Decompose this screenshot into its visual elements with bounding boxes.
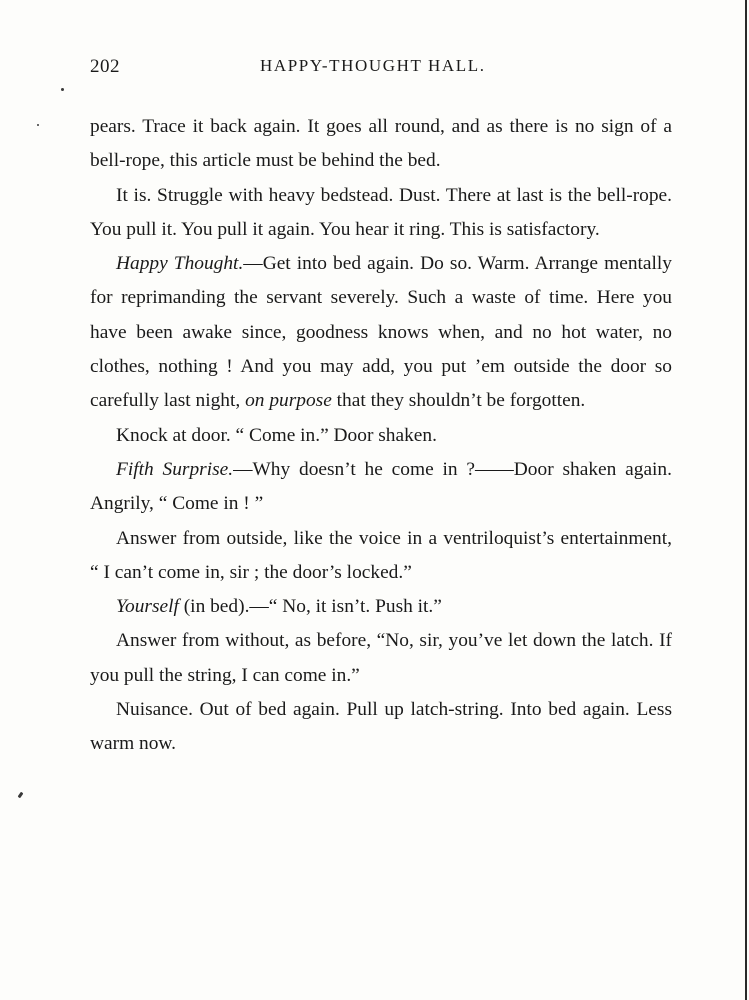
text-segment: Answer from outside, like the voice in a ventriloquist’s entertainment, “ I can’t come in, sir ; the door’s locked.” bbox=[90, 527, 672, 583]
text-segment: (in bed).—“ No, it isn’t. Push it.” bbox=[178, 596, 442, 618]
scan-speck bbox=[18, 792, 24, 799]
page-edge bbox=[745, 0, 747, 1000]
italic-text-segment: Yourself bbox=[116, 596, 179, 618]
scan-speck bbox=[61, 88, 64, 91]
paragraph bbox=[90, 693, 672, 762]
text-segment: Answer from without, as before, “No, sir, you’ve let down the latch. If you pull the string, I can come in.” bbox=[90, 630, 672, 686]
paragraph bbox=[90, 247, 672, 418]
scan-speck bbox=[37, 124, 39, 126]
page-header bbox=[90, 56, 670, 82]
italic-text-segment: on purpose bbox=[245, 390, 332, 412]
text-segment: that they shouldn’t be forgotten. bbox=[331, 390, 586, 412]
text-segment: Nuisance. Out of bed again. Pull up latch-string. Into bed again. Less warm now. bbox=[90, 699, 672, 755]
paragraph bbox=[90, 110, 672, 179]
paragraph bbox=[90, 179, 672, 248]
paragraph bbox=[90, 590, 672, 624]
text-segment: Knock at door. “ Come in.” Door shaken. bbox=[116, 424, 437, 446]
text-segment: pears. Trace it back again. It goes all round, and as there is no sign of a bell-rope, this article must be behind the bed. bbox=[90, 116, 672, 172]
text-segment: —Get into bed again. Do so. Warm. Arrange mentally for reprimanding the servant severely. Such a waste of time. Here you have been awake since, goodness knows when, and no hot water, no clothes, nothing ! And you may add, you put ’em outside the door so carefully last night, bbox=[90, 253, 672, 412]
italic-text-segment: Happy Thought. bbox=[116, 253, 244, 275]
running-head: HAPPY-THOUGHT HALL. bbox=[260, 56, 486, 75]
body-text bbox=[90, 110, 672, 762]
page-number: 202 bbox=[90, 56, 120, 77]
paragraph bbox=[90, 624, 672, 693]
text-segment: —Why doesn’t he come in ?——Door shaken again. Angrily, “ Come in ! ” bbox=[90, 458, 672, 515]
italic-text-segment: Fifth Surprise. bbox=[116, 458, 234, 480]
text-segment: It is. Struggle with heavy bedstead. Dust. There at last is the bell-rope. You pull it. You pull it again. You hear it ring. This is satisfactory. bbox=[90, 184, 672, 240]
paragraph bbox=[90, 419, 672, 453]
paragraph bbox=[90, 453, 672, 522]
paragraph bbox=[90, 522, 672, 591]
